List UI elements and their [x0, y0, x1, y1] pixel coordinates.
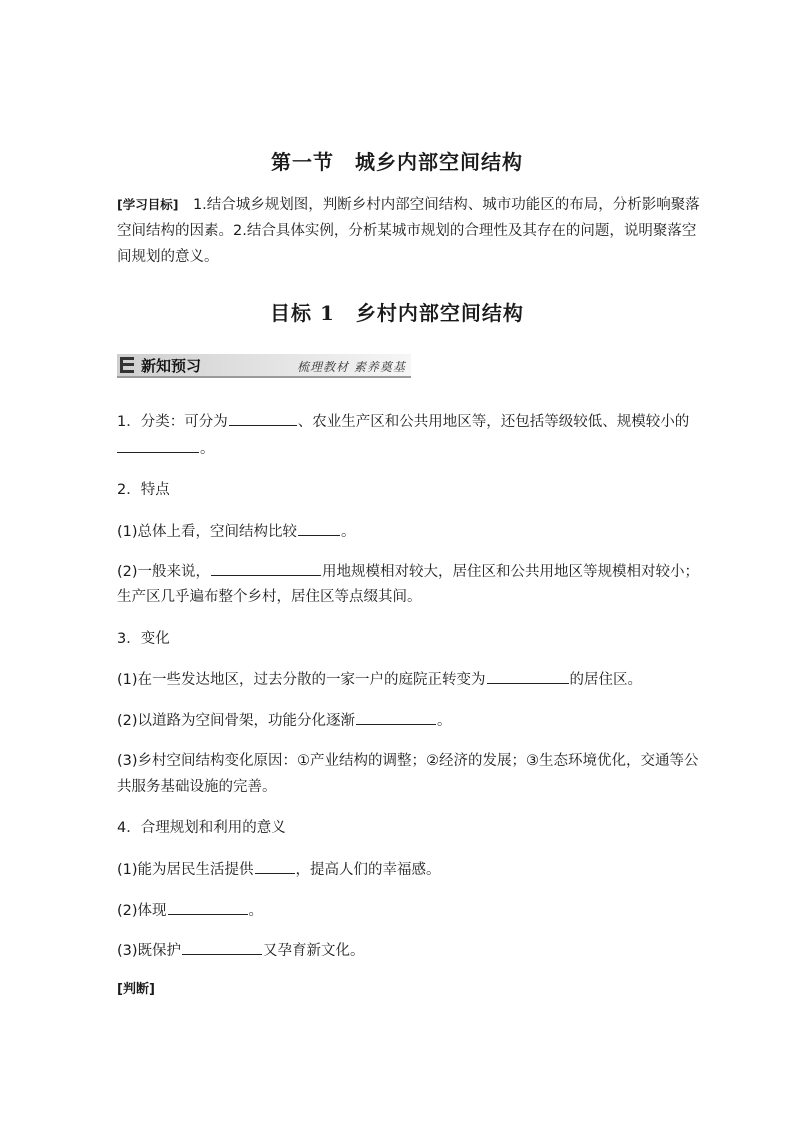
item-1-line-2 — [117, 435, 215, 462]
judge-tag: [判断] — [117, 982, 155, 997]
banner-subtitle: 梳理教材 素养奠基 — [297, 360, 406, 374]
banner-underline — [117, 376, 411, 378]
fill-blank[interactable] — [356, 707, 436, 725]
item-4-p3-text-b: 又孕育新文化。 — [263, 943, 365, 959]
objectives-tag: [学习目标] — [117, 197, 179, 212]
fill-blank[interactable] — [182, 937, 262, 955]
item-4-p2-text-a: (2)体现 — [117, 903, 167, 919]
item-2-p1-text-a: (1)总体上看，空间结构比较 — [117, 524, 298, 540]
objectives-line-2: 空间结构的因素。2.结合具体实例，分析某城市规划的合理性及其存在的问题，说明聚落空 — [117, 223, 697, 239]
item-3-point-2 — [117, 707, 452, 734]
item-3-point-1 — [117, 666, 642, 693]
item-3-point-3-cont: 共服务基础设施的完善。 — [117, 779, 277, 795]
item-2-p2-text-a: (2)一般来说， — [117, 564, 211, 580]
fill-blank[interactable] — [255, 856, 295, 874]
item-3-p2-text-b: 。 — [437, 713, 452, 729]
objectives-line-1 — [117, 192, 700, 218]
item-2-point-2 — [117, 558, 699, 585]
item-4-point-1 — [117, 856, 441, 883]
objectives-line-3: 间规划的意义。 — [117, 249, 219, 265]
banner-label: 新知预习 — [141, 357, 202, 375]
item-4-p1-text-b: ，提高人们的幸福感。 — [295, 862, 441, 878]
fill-blank[interactable] — [229, 408, 297, 426]
item-3-p1-text-b: 的居住区。 — [569, 672, 643, 688]
item-2-p2-text-b: 用地规模相对较大，居住区和公共用地区等规模相对较小； — [322, 564, 700, 580]
item-2-heading: 2．特点 — [117, 482, 170, 498]
fill-blank[interactable] — [487, 666, 569, 684]
item-4-p2-text-b: 。 — [248, 903, 264, 919]
item-1-text-a: 1．分类：可分为 — [117, 414, 228, 430]
item-3-p1-text-a: (1)在一些发达地区，过去分散的一家一户的庭院正转变为 — [117, 672, 486, 688]
item-3-p2-text-a: (2)以道路为空间骨架，功能分化逐渐 — [117, 713, 356, 729]
item-4-point-2 — [117, 897, 263, 924]
item-1-text-c: 。 — [200, 441, 215, 457]
fill-blank[interactable] — [298, 518, 340, 536]
item-3-point-3: (3)乡村空间结构变化原因：①产业结构的调整；②经济的发展；③生态环境优化，交通等公 — [117, 753, 699, 769]
goal-title: 目标 1 乡村内部空间结构 — [270, 301, 524, 325]
section-title: 第一节 城乡内部空间结构 — [271, 150, 523, 174]
book-icon — [120, 357, 134, 373]
item-2-point-2-cont: 生产区几乎遍布整个乡村，居住区等点缀其间。 — [117, 589, 422, 605]
item-2-p1-text-b: 。 — [341, 524, 356, 540]
section-banner — [117, 354, 411, 378]
item-3-heading: 3．变化 — [117, 631, 170, 647]
item-4-point-3 — [117, 937, 365, 964]
item-1-line-1 — [117, 408, 689, 435]
item-1-text-b: 、农业生产区和公共用地区等，还包括等级较低、规模较小的 — [297, 414, 690, 430]
fill-blank[interactable] — [168, 897, 248, 915]
fill-blank[interactable] — [211, 558, 321, 576]
objectives-text-1: 1.结合城乡规划图，判断乡村内部空间结构、城市功能区的布局，分析影响聚落 — [192, 197, 700, 213]
item-4-heading: 4．合理规划和利用的意义 — [117, 820, 286, 836]
item-4-p1-text-a: (1)能为居民生活提供 — [117, 862, 254, 878]
fill-blank[interactable] — [117, 435, 199, 453]
item-2-point-1 — [117, 518, 356, 545]
item-4-p3-text-a: (3)既保护 — [117, 943, 182, 959]
